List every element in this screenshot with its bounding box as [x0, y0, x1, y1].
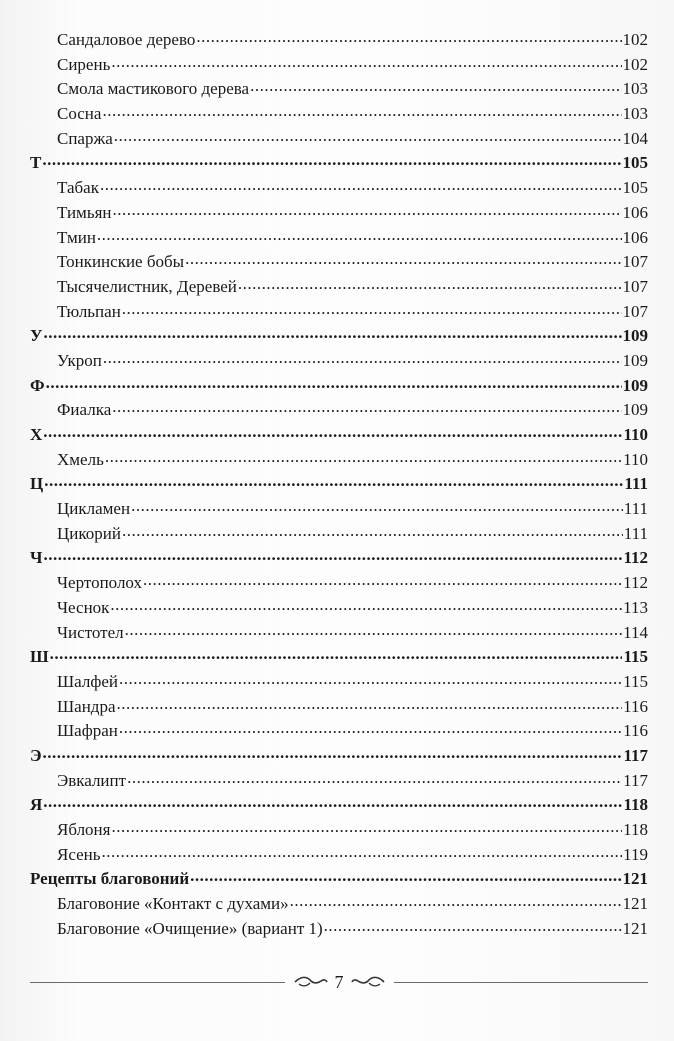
toc-entry-label: Ф [30, 375, 45, 395]
toc-page-number: 109 [622, 350, 648, 370]
toc-entry [30, 818, 648, 843]
dot-leader [190, 867, 621, 884]
dot-leader [238, 275, 622, 292]
toc-entry-label: Ш [30, 647, 49, 667]
toc-page-number: 111 [624, 474, 648, 494]
swash-left-icon [293, 975, 329, 989]
footer-rule-left [30, 982, 285, 983]
dot-leader [103, 349, 622, 366]
toc-section-heading [30, 374, 648, 399]
dot-leader [97, 226, 622, 243]
dot-leader [250, 77, 621, 94]
toc-page-number: 109 [622, 375, 648, 395]
toc-entry-label: Ясень [57, 844, 101, 864]
toc-entry [30, 917, 648, 942]
toc-entry [30, 522, 648, 547]
toc-section-heading [30, 151, 648, 176]
toc-entry-label: Фиалка [57, 400, 112, 420]
toc-section-heading [30, 423, 648, 448]
toc-entry-label: Благовоние «Очищение» (вариант 1) [57, 918, 323, 938]
toc-entry-label: Тонкинские бобы [57, 252, 185, 272]
toc-entry [30, 250, 648, 275]
toc-page-number: 121 [622, 894, 648, 914]
toc-entry [30, 77, 648, 102]
toc-entry [30, 843, 648, 868]
dot-leader [185, 250, 621, 267]
toc-page-number: 103 [622, 104, 648, 124]
toc-page-number: 109 [622, 400, 648, 420]
toc-entry-label: Сандаловое дерево [57, 30, 196, 49]
toc-page-number: 121 [622, 918, 648, 938]
toc-entry [30, 127, 648, 152]
toc-page-number: 112 [623, 573, 648, 593]
toc-entry [30, 769, 648, 794]
toc-page-number: 116 [623, 696, 648, 716]
toc-page-number: 115 [623, 671, 648, 691]
dot-leader [290, 892, 622, 909]
toc-entry-label: Ч [30, 548, 43, 568]
toc-section-heading [30, 645, 648, 670]
dot-leader [44, 472, 623, 489]
toc-page-number: 110 [623, 425, 648, 444]
toc-entry [30, 571, 648, 596]
toc-page-number: 114 [623, 622, 648, 642]
toc-entry [30, 670, 648, 695]
dot-leader [50, 645, 623, 662]
toc-entry [30, 621, 648, 646]
toc-entry-label: Чистотел [57, 622, 124, 642]
toc-page-number: 116 [623, 721, 648, 741]
toc-page-number: 109 [622, 326, 648, 346]
toc-entry-label: Шалфей [57, 671, 118, 691]
toc-page-number: 105 [622, 178, 648, 198]
dot-leader [117, 695, 623, 712]
toc-entry [30, 53, 648, 78]
dot-leader [143, 571, 622, 588]
toc-entry-label: Табак [57, 178, 99, 198]
toc-page-number: 115 [623, 647, 648, 667]
toc-entry [30, 448, 648, 473]
toc-entry-label: Спаржа [57, 128, 113, 148]
toc-entry-label: Яблоня [57, 820, 111, 839]
footer-rule-right [394, 982, 649, 983]
toc-entry-label: Сосна [57, 104, 102, 124]
toc-entry-label: Благовоние «Контакт с духами» [57, 894, 289, 914]
toc-page-number: 117 [623, 745, 648, 765]
toc-entry [30, 398, 648, 423]
toc-entry-label: У [30, 326, 43, 346]
toc-entry-label: Эвкалипт [57, 770, 127, 790]
toc-page-number: 102 [622, 30, 648, 49]
toc-section-heading [30, 744, 648, 769]
dot-leader [43, 423, 622, 440]
dot-leader [102, 102, 621, 119]
dot-leader [112, 398, 621, 415]
toc-entry-label: Тимьян [57, 202, 112, 222]
dot-leader [131, 497, 623, 514]
toc-entry-label: Ц [30, 474, 44, 494]
dot-leader [113, 201, 622, 218]
dot-leader [100, 176, 622, 193]
toc-page-number: 102 [622, 54, 648, 74]
toc-entry [30, 102, 648, 127]
toc-entry-label: Смола мастикового дерева [57, 79, 250, 99]
toc-entry-label: Х [30, 425, 43, 444]
toc-page-number: 113 [623, 597, 648, 617]
swash-right-icon [350, 975, 386, 989]
toc-entry [30, 695, 648, 720]
toc-page-number: 105 [622, 153, 648, 173]
toc-entry-label: Т [30, 153, 42, 173]
toc-entry [30, 201, 648, 226]
dot-leader [102, 843, 623, 860]
toc-section-heading [30, 324, 648, 349]
toc-entry [30, 497, 648, 522]
toc-page-number: 104 [622, 128, 648, 148]
dot-leader [43, 744, 623, 761]
toc-entry-label: Шандра [57, 696, 116, 716]
toc-page-number: 103 [622, 79, 648, 99]
toc-entry-label: Укроп [57, 350, 102, 370]
toc-page-number: 119 [623, 844, 648, 864]
dot-leader [111, 818, 622, 835]
dot-leader [111, 53, 621, 70]
toc-section-heading [30, 472, 648, 497]
toc-page-number: 107 [622, 252, 648, 272]
toc-entry [30, 226, 648, 251]
dot-leader [119, 719, 622, 736]
toc-entry-label: Чеснок [57, 597, 110, 617]
footer-page-number: 7 [334, 971, 344, 992]
toc-section-heading [30, 546, 648, 571]
dot-leader [122, 522, 623, 539]
toc-entry-label: Тюльпан [57, 301, 121, 321]
toc-entry [30, 719, 648, 744]
toc-page-number: 117 [623, 770, 648, 790]
toc-entry-label: Чертополох [57, 573, 143, 593]
dot-leader [42, 151, 621, 168]
toc-entry-label: Тмин [57, 227, 96, 247]
toc-page-number: 111 [623, 523, 648, 543]
toc-page-number: 107 [622, 301, 648, 321]
dot-leader [43, 546, 622, 563]
dot-leader [114, 127, 622, 144]
toc-entry-label: Я [30, 795, 43, 815]
toc-entry [30, 275, 648, 300]
toc-page-number: 118 [623, 820, 648, 839]
dot-leader [119, 670, 622, 687]
toc-entry [30, 892, 648, 917]
toc-entry [30, 28, 648, 53]
toc-entry-label: Э [30, 745, 42, 765]
toc-page-number: 106 [622, 202, 648, 222]
toc-entry [30, 596, 648, 621]
toc-entry [30, 349, 648, 374]
page-footer [30, 970, 648, 994]
toc-page-number: 107 [622, 276, 648, 296]
dot-leader [105, 448, 622, 465]
dot-leader [43, 324, 621, 341]
dot-leader [46, 374, 622, 391]
toc-entry-label: Сирень [57, 54, 111, 74]
toc-entry-label: Хмель [57, 449, 104, 469]
toc-page-number: 110 [623, 449, 648, 469]
dot-leader [122, 300, 622, 317]
dot-leader [110, 596, 622, 613]
dot-leader [43, 793, 622, 810]
dot-leader [196, 28, 621, 45]
toc-entry-label: Тысячелистник, Деревей [57, 276, 237, 296]
toc-entry-label: Цикламен [57, 499, 131, 519]
toc-section-heading [30, 867, 648, 892]
dot-leader [324, 917, 622, 934]
dot-leader [125, 621, 622, 638]
toc-page-number: 112 [623, 548, 648, 568]
table-of-contents [30, 28, 648, 941]
toc-entry-label: Рецепты благовоний [30, 869, 190, 889]
toc-section-heading [30, 793, 648, 818]
toc-entry-label: Цикорий [57, 523, 121, 543]
toc-page-number: 111 [623, 499, 648, 519]
toc-entry [30, 176, 648, 201]
toc-page-number: 106 [622, 227, 648, 247]
toc-entry [30, 300, 648, 325]
toc-page-number: 118 [623, 795, 648, 815]
dot-leader [127, 769, 622, 786]
toc-entry-label: Шафран [57, 721, 118, 741]
toc-page-number: 121 [622, 869, 648, 889]
footer-ornament [285, 972, 394, 993]
